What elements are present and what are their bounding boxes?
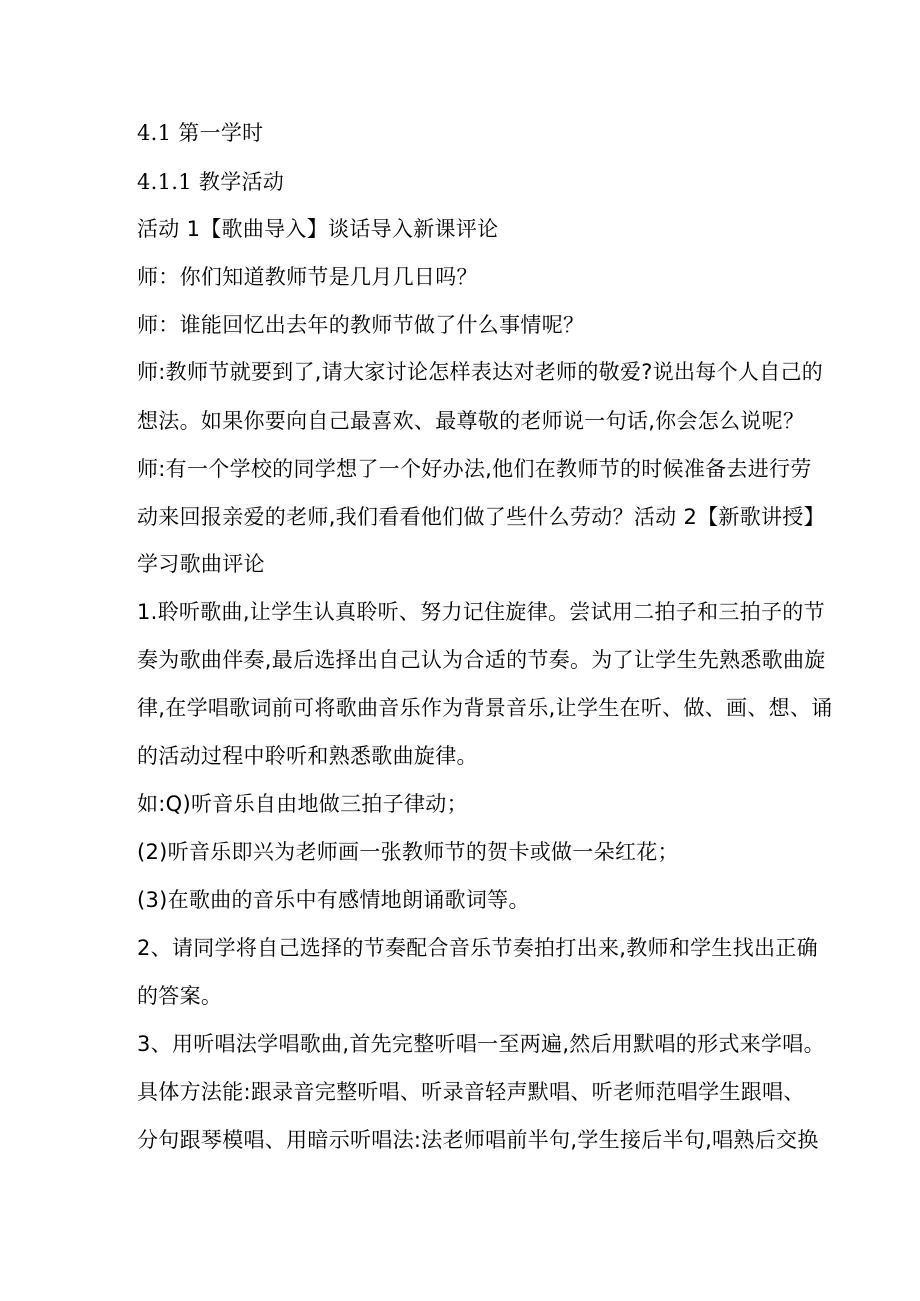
step-1-line-c: 律,在学唱歌词前可将歌曲音乐作为背景音乐,让学生在听、做、画、想、诵 [137,696,833,720]
dialogue-line-3a: 师:教师节就要到了,请大家讨论怎样表达对老师的敬爱?说出每个人自己的 [137,360,824,384]
example-1: 如:Q)听音乐自由地做三拍子律动； [137,792,468,816]
example-3: (3)在歌曲的音乐中有感情地朗诵歌词等。 [137,888,530,912]
step-3-line-c: 分句跟琴模唱、用暗示听唱法:法老师唱前半句,学生接后半句,唱熟后交换 [137,1128,819,1152]
step-3-line-b: 具体方法能:跟录音完整听唱、听录音轻声默唱、听老师范唱学生跟唱、 [137,1080,805,1104]
step-1-line-a: 1.聆听歌曲,让学生认真聆听、努力记住旋律。尝试用二拍子和三拍子的节 [137,600,825,624]
subsection-heading: 4.1.1 教学活动 [137,170,285,194]
dialogue-line-3b: 想法。如果你要向自己最喜欢、最尊敬的老师说一句话,你会怎么说呢？ [137,409,805,433]
activity-2-title: 学习歌曲评论 [137,552,265,576]
dialogue-line-1: 师：你们知道教师节是几月几日吗？ [137,265,478,289]
step-1-line-d: 的活动过程中聆听和熟悉歌曲旋律。 [137,744,478,768]
step-2-line-b: 的答案。 [137,984,223,1008]
step-2-line-a: 2、请同学将自己选择的节奏配合音乐节奏拍打出来,教师和学生找出正确 [137,936,818,960]
dialogue-line-4b: 动来回报亲爱的老师,我们看看他们做了些什么劳动？活动 2【新歌讲授】 [137,505,825,529]
section-heading: 4.1 第一学时 [137,121,264,145]
example-2: (2)听音乐即兴为老师画一张教师节的贺卡或做一朵红花； [137,840,679,864]
step-3-line-a: 3、用听唱法学唱歌曲,首先完整听唱一至两遍,然后用默唱的形式来学唱。 [137,1032,825,1056]
activity-1-title: 活动 1【歌曲导入】谈话导入新课评论 [137,217,499,241]
step-1-line-b: 奏为歌曲伴奏,最后选择出自己认为合适的节奏。为了让学生先熟悉歌曲旋 [137,648,826,672]
dialogue-line-2: 师：谁能回忆出去年的教师节做了什么事情呢？ [137,313,585,337]
dialogue-line-4a: 师:有一个学校的同学想了一个好办法,他们在教师节的时候准备去进行劳 [137,457,812,481]
